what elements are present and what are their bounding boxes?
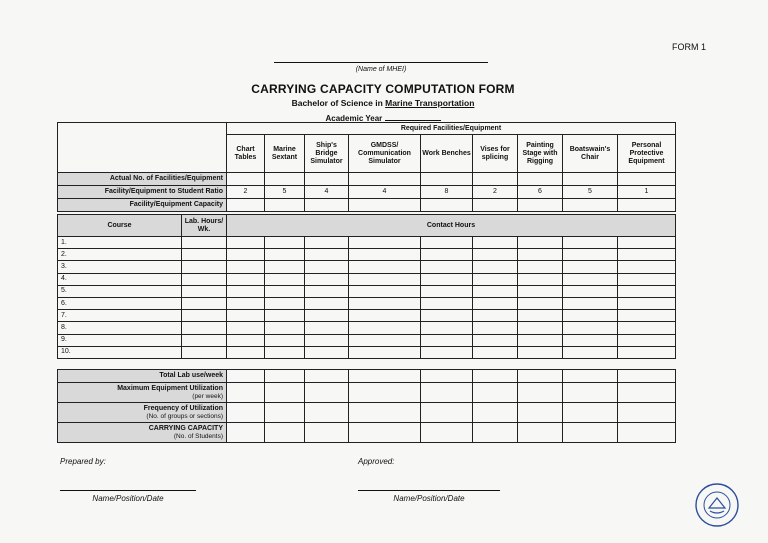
- summary-cell[interactable]: [421, 370, 473, 383]
- course-row: [58, 346, 676, 358]
- summary-cell[interactable]: [518, 423, 563, 443]
- contact-hours-cell[interactable]: [421, 273, 473, 285]
- approved-signature-caption: Name/Position/Date: [393, 494, 465, 503]
- contact-hours-cell[interactable]: [473, 334, 518, 346]
- max-utilization-sub: (per week): [192, 392, 223, 400]
- summary-cell[interactable]: [518, 403, 563, 423]
- capacity-cell[interactable]: [349, 199, 421, 212]
- lab-hours-header: Lab. Hours/ Wk.: [182, 215, 227, 237]
- contact-hours-cell[interactable]: [305, 297, 349, 309]
- ratio-value: 1: [618, 186, 676, 199]
- contact-hours-cell[interactable]: [421, 334, 473, 346]
- course-row: [58, 285, 676, 297]
- contact-hours-cell[interactable]: [563, 334, 618, 346]
- header-blank-cell: [58, 123, 227, 173]
- actual-count-cell[interactable]: [265, 173, 305, 186]
- summary-cell[interactable]: [265, 423, 305, 443]
- mhei-name-line: [274, 62, 488, 63]
- contact-hours-cell[interactable]: [518, 285, 563, 297]
- contact-hours-cell[interactable]: [518, 346, 563, 358]
- course-header: Course: [58, 215, 182, 237]
- contact-hours-cell[interactable]: [518, 310, 563, 322]
- required-equipment-header: Required Facilities/Equipment: [227, 123, 676, 135]
- course-number[interactable]: 10.: [58, 346, 182, 358]
- form-number: FORM 1: [672, 42, 707, 52]
- summary-cell[interactable]: [305, 423, 349, 443]
- program-line: [150, 98, 616, 108]
- summary-table: [57, 369, 676, 443]
- official-seal-icon: [694, 482, 740, 528]
- program-name: Marine Transportation: [385, 98, 475, 108]
- contact-hours-cell[interactable]: [618, 285, 676, 297]
- carrying-capacity-sub: (No. of Students): [173, 432, 223, 440]
- carrying-capacity-title: CARRYING CAPACITY: [148, 424, 223, 432]
- contact-hours-header: Contact Hours: [227, 215, 676, 237]
- contact-hours-cell[interactable]: [518, 334, 563, 346]
- contact-hours-cell[interactable]: [265, 346, 305, 358]
- equipment-header: Ship's Bridge Simulator: [305, 135, 349, 173]
- contact-hours-cell[interactable]: [618, 322, 676, 334]
- contact-hours-cell[interactable]: [265, 261, 305, 273]
- ratio-label: Facility/Equipment to Student Ratio: [58, 186, 227, 199]
- contact-hours-cell[interactable]: [349, 346, 421, 358]
- summary-cell[interactable]: [227, 370, 265, 383]
- form-title: CARRYING CAPACITY COMPUTATION FORM: [251, 82, 515, 96]
- capacity-cell[interactable]: [227, 199, 265, 212]
- summary-cell[interactable]: [473, 423, 518, 443]
- actual-count-cell[interactable]: [473, 173, 518, 186]
- contact-hours-cell[interactable]: [305, 346, 349, 358]
- summary-cell[interactable]: [265, 370, 305, 383]
- course-number[interactable]: 6.: [58, 297, 182, 309]
- approved-signature-line: [358, 490, 500, 491]
- course-number[interactable]: 5.: [58, 285, 182, 297]
- lab-hours-cell[interactable]: [182, 346, 227, 358]
- contact-hours-cell[interactable]: [618, 249, 676, 261]
- total-lab-label: Total Lab use/week: [58, 370, 227, 383]
- summary-cell[interactable]: [305, 370, 349, 383]
- summary-cell[interactable]: [265, 383, 305, 403]
- capacity-cell[interactable]: [305, 199, 349, 212]
- contact-hours-cell[interactable]: [421, 261, 473, 273]
- equipment-header: Vises for splicing: [473, 135, 518, 173]
- contact-hours-cell[interactable]: [227, 346, 265, 358]
- contact-hours-cell[interactable]: [473, 237, 518, 249]
- contact-hours-cell[interactable]: [421, 310, 473, 322]
- contact-hours-cell[interactable]: [349, 249, 421, 261]
- actual-count-cell[interactable]: [421, 173, 473, 186]
- contact-hours-cell[interactable]: [305, 249, 349, 261]
- course-number[interactable]: 7.: [58, 310, 182, 322]
- summary-cell[interactable]: [349, 423, 421, 443]
- contact-hours-cell[interactable]: [421, 285, 473, 297]
- contact-hours-cell[interactable]: [563, 297, 618, 309]
- course-row: [58, 249, 676, 261]
- ratio-value: 5: [265, 186, 305, 199]
- contact-hours-cell[interactable]: [473, 285, 518, 297]
- actual-count-cell[interactable]: [227, 173, 265, 186]
- academic-year-blank: [385, 112, 441, 121]
- lab-hours-cell[interactable]: [182, 310, 227, 322]
- contact-hours-cell[interactable]: [518, 249, 563, 261]
- contact-hours-cell[interactable]: [265, 249, 305, 261]
- summary-cell[interactable]: [349, 370, 421, 383]
- contact-hours-cell[interactable]: [349, 310, 421, 322]
- contact-hours-cell[interactable]: [518, 237, 563, 249]
- contact-hours-cell[interactable]: [349, 273, 421, 285]
- frequency-title: Frequency of Utilization: [143, 404, 223, 412]
- summary-cell[interactable]: [563, 383, 618, 403]
- prepared-signature-line: [60, 490, 196, 491]
- contact-hours-cell[interactable]: [518, 261, 563, 273]
- ratio-value: 4: [305, 186, 349, 199]
- summary-cell[interactable]: [265, 403, 305, 423]
- contact-hours-cell[interactable]: [473, 322, 518, 334]
- capacity-label: Facility/Equipment Capacity: [58, 199, 227, 212]
- capacity-cell[interactable]: [421, 199, 473, 212]
- summary-cell[interactable]: [618, 423, 676, 443]
- actual-count-cell[interactable]: [618, 173, 676, 186]
- contact-hours-cell[interactable]: [227, 297, 265, 309]
- contact-hours-cell[interactable]: [421, 297, 473, 309]
- carrying-capacity-label: [58, 423, 227, 443]
- summary-cell[interactable]: [227, 403, 265, 423]
- contact-hours-cell[interactable]: [473, 310, 518, 322]
- ratio-value: 8: [421, 186, 473, 199]
- contact-hours-cell[interactable]: [305, 285, 349, 297]
- ratio-value: 2: [473, 186, 518, 199]
- capacity-cell[interactable]: [563, 199, 618, 212]
- course-row: [58, 237, 676, 249]
- contact-hours-cell[interactable]: [227, 285, 265, 297]
- contact-hours-cell[interactable]: [305, 261, 349, 273]
- contact-hours-cell[interactable]: [421, 237, 473, 249]
- contact-hours-cell[interactable]: [349, 285, 421, 297]
- contact-hours-cell[interactable]: [473, 249, 518, 261]
- contact-hours-cell[interactable]: [563, 249, 618, 261]
- capacity-cell[interactable]: [618, 199, 676, 212]
- contact-hours-cell[interactable]: [563, 261, 618, 273]
- prepared-by-label: Prepared by:: [60, 457, 106, 466]
- contact-hours-cell[interactable]: [227, 310, 265, 322]
- summary-cell[interactable]: [227, 423, 265, 443]
- course-table: [57, 214, 676, 359]
- program-prefix: Bachelor of Science in: [291, 98, 386, 108]
- course-number[interactable]: 4.: [58, 273, 182, 285]
- mhei-name-caption: (Name of MHEI): [355, 66, 407, 73]
- ratio-value: 4: [349, 186, 421, 199]
- equipment-header: Personal Protective Equipment: [618, 135, 676, 173]
- contact-hours-cell[interactable]: [349, 334, 421, 346]
- course-number[interactable]: 1.: [58, 237, 182, 249]
- contact-hours-cell[interactable]: [563, 285, 618, 297]
- contact-hours-cell[interactable]: [563, 322, 618, 334]
- lab-hours-cell[interactable]: [182, 322, 227, 334]
- ratio-value: 6: [518, 186, 563, 199]
- summary-cell[interactable]: [563, 370, 618, 383]
- summary-cell[interactable]: [421, 423, 473, 443]
- course-row: [58, 273, 676, 285]
- contact-hours-cell[interactable]: [349, 237, 421, 249]
- ratio-value: 5: [563, 186, 618, 199]
- contact-hours-cell[interactable]: [227, 237, 265, 249]
- summary-cell[interactable]: [349, 383, 421, 403]
- equipment-header: GMDSS/ Communication Simulator: [349, 135, 421, 173]
- contact-hours-cell[interactable]: [473, 346, 518, 358]
- capacity-cell[interactable]: [518, 199, 563, 212]
- contact-hours-cell[interactable]: [618, 346, 676, 358]
- contact-hours-cell[interactable]: [305, 322, 349, 334]
- contact-hours-cell[interactable]: [563, 237, 618, 249]
- max-utilization-label: [58, 383, 227, 403]
- summary-cell[interactable]: [421, 403, 473, 423]
- equipment-header: Marine Sextant: [265, 135, 305, 173]
- actual-count-label: Actual No. of Facilities/Equipment: [58, 173, 227, 186]
- lab-hours-cell[interactable]: [182, 285, 227, 297]
- contact-hours-cell[interactable]: [563, 273, 618, 285]
- contact-hours-cell[interactable]: [473, 273, 518, 285]
- equipment-header: Chart Tables: [227, 135, 265, 173]
- contact-hours-cell[interactable]: [473, 261, 518, 273]
- academic-year-label: Academic Year: [325, 114, 383, 123]
- contact-hours-cell[interactable]: [349, 261, 421, 273]
- summary-cell[interactable]: [618, 403, 676, 423]
- contact-hours-cell[interactable]: [265, 310, 305, 322]
- approved-label: Approved:: [358, 457, 395, 466]
- summary-cell[interactable]: [518, 383, 563, 403]
- actual-count-cell[interactable]: [518, 173, 563, 186]
- contact-hours-cell[interactable]: [305, 334, 349, 346]
- course-row: [58, 310, 676, 322]
- equipment-header: Painting Stage with Rigging: [518, 135, 563, 173]
- summary-cell[interactable]: [563, 423, 618, 443]
- actual-count-cell[interactable]: [563, 173, 618, 186]
- equipment-table: [57, 122, 676, 212]
- contact-hours-cell[interactable]: [618, 310, 676, 322]
- contact-hours-cell[interactable]: [618, 273, 676, 285]
- summary-cell[interactable]: [305, 403, 349, 423]
- contact-hours-cell[interactable]: [227, 273, 265, 285]
- capacity-cell[interactable]: [265, 199, 305, 212]
- contact-hours-cell[interactable]: [518, 273, 563, 285]
- summary-cell[interactable]: [563, 403, 618, 423]
- contact-hours-cell[interactable]: [618, 297, 676, 309]
- lab-hours-cell[interactable]: [182, 261, 227, 273]
- contact-hours-cell[interactable]: [265, 297, 305, 309]
- contact-hours-cell[interactable]: [305, 310, 349, 322]
- ratio-value: 2: [227, 186, 265, 199]
- course-row: [58, 297, 676, 309]
- summary-cell[interactable]: [473, 370, 518, 383]
- course-row: [58, 261, 676, 273]
- equipment-header: Boatswain's Chair: [563, 135, 618, 173]
- contact-hours-cell[interactable]: [227, 249, 265, 261]
- actual-count-cell[interactable]: [349, 173, 421, 186]
- prepared-signature-caption: Name/Position/Date: [92, 494, 164, 503]
- contact-hours-cell[interactable]: [349, 322, 421, 334]
- summary-cell[interactable]: [305, 383, 349, 403]
- equipment-header: Work Benches: [421, 135, 473, 173]
- contact-hours-cell[interactable]: [265, 273, 305, 285]
- contact-hours-cell[interactable]: [265, 322, 305, 334]
- contact-hours-cell[interactable]: [618, 237, 676, 249]
- contact-hours-cell[interactable]: [227, 261, 265, 273]
- contact-hours-cell[interactable]: [518, 297, 563, 309]
- capacity-cell[interactable]: [473, 199, 518, 212]
- contact-hours-cell[interactable]: [421, 249, 473, 261]
- contact-hours-cell[interactable]: [265, 285, 305, 297]
- contact-hours-cell[interactable]: [305, 273, 349, 285]
- lab-hours-cell[interactable]: [182, 334, 227, 346]
- contact-hours-cell[interactable]: [563, 346, 618, 358]
- contact-hours-cell[interactable]: [227, 334, 265, 346]
- summary-cell[interactable]: [421, 383, 473, 403]
- contact-hours-cell[interactable]: [265, 237, 305, 249]
- contact-hours-cell[interactable]: [473, 297, 518, 309]
- course-row: [58, 322, 676, 334]
- summary-cell[interactable]: [473, 383, 518, 403]
- summary-cell[interactable]: [518, 370, 563, 383]
- summary-cell[interactable]: [618, 370, 676, 383]
- max-utilization-title: Maximum Equipment Utilization: [117, 384, 223, 392]
- contact-hours-cell[interactable]: [349, 297, 421, 309]
- summary-cell[interactable]: [227, 383, 265, 403]
- course-number[interactable]: 3.: [58, 261, 182, 273]
- actual-count-cell[interactable]: [305, 173, 349, 186]
- contact-hours-cell[interactable]: [421, 346, 473, 358]
- frequency-label: [58, 403, 227, 423]
- course-number[interactable]: 9.: [58, 334, 182, 346]
- contact-hours-cell[interactable]: [305, 237, 349, 249]
- course-row: [58, 334, 676, 346]
- summary-cell[interactable]: [618, 383, 676, 403]
- summary-cell[interactable]: [473, 403, 518, 423]
- lab-hours-cell[interactable]: [182, 237, 227, 249]
- contact-hours-cell[interactable]: [563, 310, 618, 322]
- contact-hours-cell[interactable]: [518, 322, 563, 334]
- lab-hours-cell[interactable]: [182, 273, 227, 285]
- summary-cell[interactable]: [349, 403, 421, 423]
- contact-hours-cell[interactable]: [227, 322, 265, 334]
- course-number[interactable]: 8.: [58, 322, 182, 334]
- contact-hours-cell[interactable]: [421, 322, 473, 334]
- frequency-sub: (No. of groups or sections): [146, 412, 223, 420]
- course-number[interactable]: 2.: [58, 249, 182, 261]
- contact-hours-cell[interactable]: [618, 261, 676, 273]
- contact-hours-cell[interactable]: [265, 334, 305, 346]
- lab-hours-cell[interactable]: [182, 297, 227, 309]
- lab-hours-cell[interactable]: [182, 249, 227, 261]
- contact-hours-cell[interactable]: [618, 334, 676, 346]
